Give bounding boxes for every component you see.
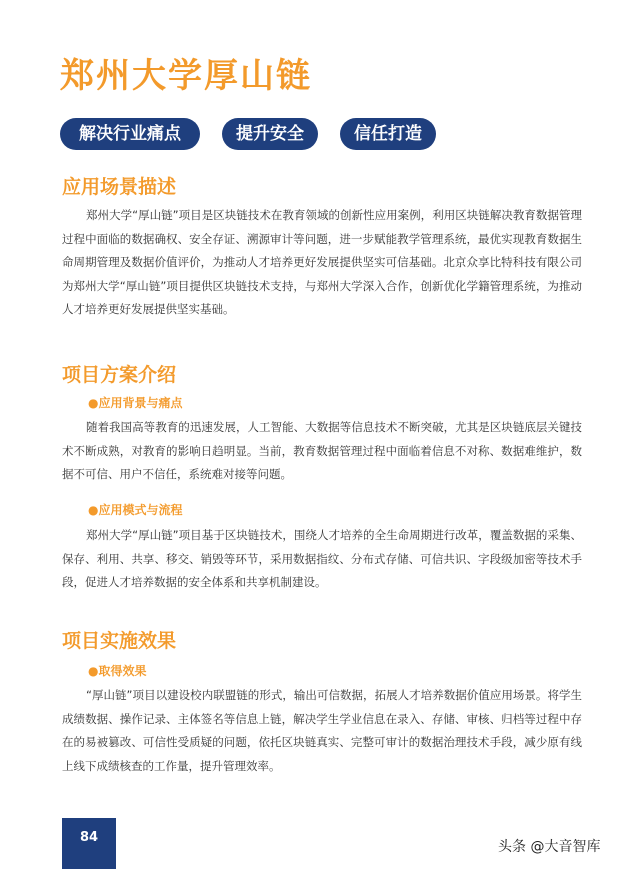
mode-paragraph: 郑州大学“厚山链”项目基于区块链技术，围绕人才培养的全生命周期进行改革，覆盖数据的采集、保存、利用、共享、移交、销毁等环节，采用数据指纹、分布式存储、可信共识、字段级加密等技术手段，促进人才培养数据的安全体系和共享机制建设。 [62,528,582,589]
background-paragraph: 随着我国高等教育的迅速发展，人工智能、大数据等信息技术不断突破，尤其是区块链底层关键技术不断成熟，对教育的影响日趋明显。当前，教育数据管理过程中面临着信息不对称、数据难维护，数据不可信、用户不信任，系统难对接等问题。 [62,420,582,481]
result-paragraph: “厚山链”项目以建设校内联盟链的形式，输出可信数据，拓展人才培养数据价值应用场景。将学生成绩数据、操作记录、主体签名等信息上链，解决学生学业信息在录入、存储、审核、归档等过程中存在的易被篡改、可信性受质疑的问题，依托区块链真实、完整可审计的数据治理技术手段，减少原有线上线下成绩核查的工作量，提升管理效率。 [62,688,582,773]
scenario-paragraph: 郑州大学“厚山链”项目是区块链技术在教育领域的创新性应用案例，利用区块链解决教育数据管理过程中面临的数据确权、安全存证、溯源审计等问题，进一步赋能教学管理系统，最优实现教育数据生命周期管理及数据价值评价，为推动人才培养更好发展提供坚实可信基础。北京众享比特科技有限公司为郑州大学“厚山链”项目提供区块链技术支持，与郑州大学深入合作，创新优化学籍管理系统，为推动人才培养更好发展提供坚实基础。 [62,208,582,316]
tag-pain-points: 解决行业痛点 [60,118,200,150]
watermark: 头条 @大音智库 [498,839,601,855]
subheading-background: ●应用背景与痛点 [88,396,183,410]
tag-pills [60,118,436,150]
page-title: 郑州大学厚山链 [60,56,312,96]
tag-trust: 信任打造 [340,118,436,150]
section-heading-scenario: 应用场景描述 [62,176,177,198]
subheading-result: ●取得效果 [88,664,147,678]
page-number-box [62,818,116,869]
section-heading-plan: 项目方案介绍 [62,364,177,386]
page-number: 84 [79,830,99,845]
section-heading-effect: 项目实施效果 [62,630,177,652]
tag-security: 提升安全 [222,118,318,150]
subheading-mode: ●应用模式与流程 [88,503,183,517]
